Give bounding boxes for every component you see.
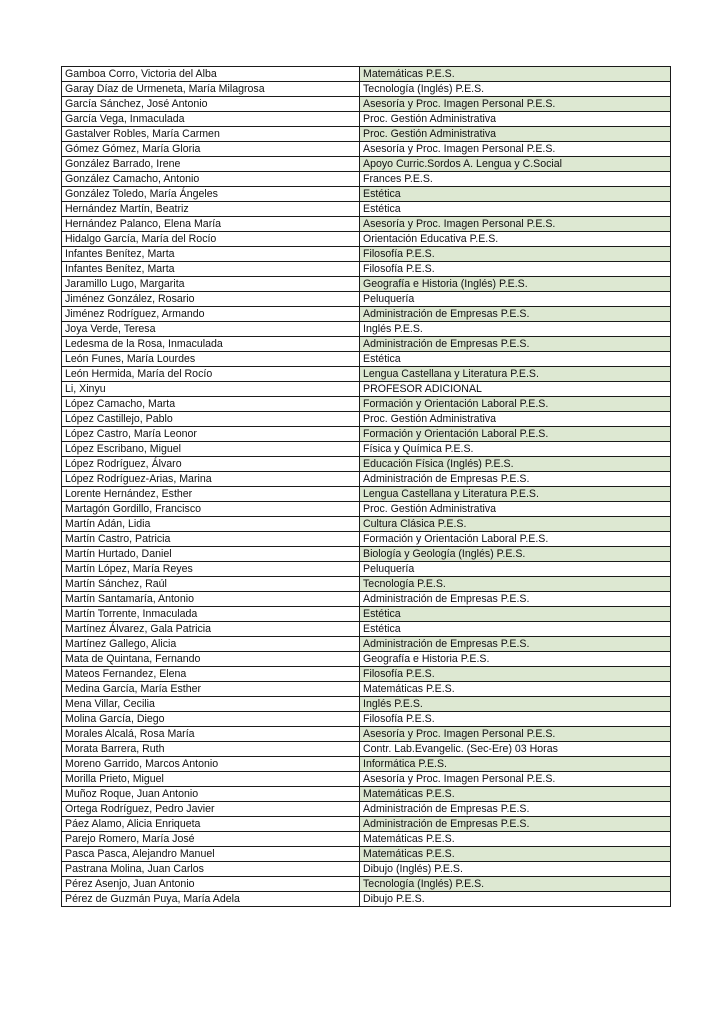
teacher-name-cell: Medina García, María Esther [62,682,360,697]
staff-table-body [62,67,671,907]
teacher-name-cell: Gamboa Corro, Victoria del Alba [62,67,360,82]
subject-cell: PROFESOR ADICIONAL [360,382,671,397]
teacher-name-cell: López Rodríguez-Arias, Marina [62,472,360,487]
teacher-name-cell: Morata Barrera, Ruth [62,742,360,757]
table-row [62,157,671,172]
teacher-name-cell: Jiménez Rodríguez, Armando [62,307,360,322]
table-row [62,442,671,457]
subject-cell: Inglés P.E.S. [360,322,671,337]
table-row [62,772,671,787]
teacher-name-cell: Li, Xinyu [62,382,360,397]
subject-cell: Peluquería [360,562,671,577]
subject-cell: Matemáticas P.E.S. [360,787,671,802]
teacher-name-cell: Mena Villar, Cecilia [62,697,360,712]
table-row [62,742,671,757]
subject-cell: Asesoría y Proc. Imagen Personal P.E.S. [360,772,671,787]
teacher-name-cell: Pastrana Molina, Juan Carlos [62,862,360,877]
teacher-name-cell: Gómez Gómez, María Gloria [62,142,360,157]
table-row [62,532,671,547]
table-row [62,142,671,157]
subject-cell: Formación y Orientación Laboral P.E.S. [360,532,671,547]
table-row [62,862,671,877]
subject-cell: Administración de Empresas P.E.S. [360,802,671,817]
subject-cell: Geografía e Historia P.E.S. [360,652,671,667]
table-row [62,472,671,487]
table-row [62,817,671,832]
subject-cell: Frances P.E.S. [360,172,671,187]
subject-cell: Contr. Lab.Evangelic. (Sec-Ere) 03 Horas [360,742,671,757]
teacher-name-cell: Joya Verde, Teresa [62,322,360,337]
subject-cell: Tecnología P.E.S. [360,577,671,592]
teacher-name-cell: González Barrado, Irene [62,157,360,172]
subject-cell: Peluquería [360,292,671,307]
teacher-name-cell: López Rodríguez, Álvaro [62,457,360,472]
teacher-name-cell: Martín Castro, Patricia [62,532,360,547]
subject-cell: Asesoría y Proc. Imagen Personal P.E.S. [360,217,671,232]
table-row [62,607,671,622]
table-row [62,757,671,772]
teacher-name-cell: Páez Alamo, Alicia Enriqueta [62,817,360,832]
table-row [62,592,671,607]
table-row [62,427,671,442]
table-row [62,397,671,412]
table-row [62,307,671,322]
table-row [62,697,671,712]
teacher-name-cell: García Sánchez, José Antonio [62,97,360,112]
subject-cell: Biología y Geología (Inglés) P.E.S. [360,547,671,562]
table-row [62,847,671,862]
subject-cell: Lengua Castellana y Literatura P.E.S. [360,367,671,382]
teacher-name-cell: Ortega Rodríguez, Pedro Javier [62,802,360,817]
subject-cell: Informática P.E.S. [360,757,671,772]
table-row [62,322,671,337]
teacher-name-cell: González Camacho, Antonio [62,172,360,187]
subject-cell: Estética [360,202,671,217]
subject-cell: Inglés P.E.S. [360,697,671,712]
subject-cell: Matemáticas P.E.S. [360,847,671,862]
table-row [62,652,671,667]
teacher-name-cell: Jaramillo Lugo, Margarita [62,277,360,292]
subject-cell: Educación Física (Inglés) P.E.S. [360,457,671,472]
teacher-name-cell: López Castro, María Leonor [62,427,360,442]
table-row [62,877,671,892]
table-row [62,412,671,427]
subject-cell: Proc. Gestión Administrativa [360,502,671,517]
table-row [62,802,671,817]
table-row [62,457,671,472]
teacher-name-cell: Morales Alcalá, Rosa María [62,727,360,742]
teacher-name-cell: Martín López, María Reyes [62,562,360,577]
subject-cell: Matemáticas P.E.S. [360,682,671,697]
subject-cell: Administración de Empresas P.E.S. [360,592,671,607]
subject-cell: Proc. Gestión Administrativa [360,112,671,127]
teacher-name-cell: Hidalgo García, María del Rocío [62,232,360,247]
teacher-name-cell: Molina García, Diego [62,712,360,727]
table-row [62,712,671,727]
teacher-name-cell: Martín Sánchez, Raúl [62,577,360,592]
subject-cell: Lengua Castellana y Literatura P.E.S. [360,487,671,502]
table-row [62,232,671,247]
teacher-name-cell: García Vega, Inmaculada [62,112,360,127]
teacher-name-cell: López Camacho, Marta [62,397,360,412]
subject-cell: Estética [360,187,671,202]
table-row [62,577,671,592]
teacher-name-cell: Martagón Gordillo, Francisco [62,502,360,517]
subject-cell: Geografía e Historia (Inglés) P.E.S. [360,277,671,292]
table-row [62,667,671,682]
table-row [62,352,671,367]
subject-cell: Administración de Empresas P.E.S. [360,817,671,832]
subject-cell: Formación y Orientación Laboral P.E.S. [360,427,671,442]
teacher-name-cell: Garay Díaz de Urmeneta, María Milagrosa [62,82,360,97]
subject-cell: Filosofía P.E.S. [360,262,671,277]
table-row [62,202,671,217]
table-row [62,487,671,502]
subject-cell: Física y Química P.E.S. [360,442,671,457]
table-row [62,217,671,232]
table-row [62,277,671,292]
subject-cell: Filosofía P.E.S. [360,712,671,727]
table-row [62,727,671,742]
subject-cell: Formación y Orientación Laboral P.E.S. [360,397,671,412]
table-row [62,337,671,352]
teacher-name-cell: Ledesma de la Rosa, Inmaculada [62,337,360,352]
teacher-name-cell: Martín Adán, Lidia [62,517,360,532]
subject-cell: Cultura Clásica P.E.S. [360,517,671,532]
table-row [62,112,671,127]
subject-cell: Estética [360,622,671,637]
subject-cell: Asesoría y Proc. Imagen Personal P.E.S. [360,142,671,157]
teacher-name-cell: López Escribano, Miguel [62,442,360,457]
teacher-name-cell: Mateos Fernandez, Elena [62,667,360,682]
teacher-name-cell: Martín Hurtado, Daniel [62,547,360,562]
subject-cell: Asesoría y Proc. Imagen Personal P.E.S. [360,97,671,112]
teacher-name-cell: Jiménez González, Rosario [62,292,360,307]
table-row [62,517,671,532]
teacher-name-cell: Mata de Quintana, Fernando [62,652,360,667]
teacher-name-cell: Martín Santamaría, Antonio [62,592,360,607]
teacher-name-cell: Lorente Hernández, Esther [62,487,360,502]
table-row [62,97,671,112]
table-row [62,502,671,517]
teacher-name-cell: Pérez Asenjo, Juan Antonio [62,877,360,892]
teacher-name-cell: González Toledo, María Ángeles [62,187,360,202]
subject-cell: Orientación Educativa P.E.S. [360,232,671,247]
table-row [62,382,671,397]
subject-cell: Administración de Empresas P.E.S. [360,337,671,352]
subject-cell: Filosofía P.E.S. [360,667,671,682]
subject-cell: Proc. Gestión Administrativa [360,412,671,427]
subject-cell: Tecnología (Inglés) P.E.S. [360,877,671,892]
subject-cell: Estética [360,607,671,622]
subject-cell: Asesoría y Proc. Imagen Personal P.E.S. [360,727,671,742]
teacher-name-cell: Hernández Palanco, Elena María [62,217,360,232]
table-row [62,292,671,307]
table-row [62,562,671,577]
table-row [62,127,671,142]
teacher-name-cell: Infantes Benítez, Marta [62,247,360,262]
teacher-name-cell: Martín Torrente, Inmaculada [62,607,360,622]
table-row [62,622,671,637]
subject-cell: Administración de Empresas P.E.S. [360,307,671,322]
teacher-name-cell: Morilla Prieto, Miguel [62,772,360,787]
table-row [62,367,671,382]
subject-cell: Administración de Empresas P.E.S. [360,637,671,652]
teacher-name-cell: Parejo Romero, María José [62,832,360,847]
table-row [62,262,671,277]
teacher-name-cell: Martínez Gallego, Alicia [62,637,360,652]
subject-cell: Matemáticas P.E.S. [360,832,671,847]
teacher-name-cell: Pérez de Guzmán Puya, María Adela [62,892,360,907]
subject-cell: Dibujo (Inglés) P.E.S. [360,862,671,877]
table-row [62,247,671,262]
teacher-name-cell: Hernández Martín, Beatriz [62,202,360,217]
subject-cell: Estética [360,352,671,367]
teacher-name-cell: Pasca Pasca, Alejandro Manuel [62,847,360,862]
table-row [62,172,671,187]
table-row [62,547,671,562]
table-row [62,67,671,82]
subject-cell: Dibujo P.E.S. [360,892,671,907]
teacher-name-cell: Muñoz Roque, Juan Antonio [62,787,360,802]
subject-cell: Matemáticas P.E.S. [360,67,671,82]
staff-table [61,66,671,907]
subject-cell: Proc. Gestión Administrativa [360,127,671,142]
table-row [62,637,671,652]
table-row [62,832,671,847]
subject-cell: Administración de Empresas P.E.S. [360,472,671,487]
teacher-name-cell: Moreno Garrido, Marcos Antonio [62,757,360,772]
teacher-name-cell: León Hermida, María del Rocío [62,367,360,382]
subject-cell: Apoyo Curric.Sordos A. Lengua y C.Social [360,157,671,172]
table-row [62,787,671,802]
teacher-name-cell: López Castillejo, Pablo [62,412,360,427]
table-row [62,187,671,202]
teacher-name-cell: Martínez Álvarez, Gala Patricia [62,622,360,637]
table-row [62,892,671,907]
table-row [62,682,671,697]
teacher-name-cell: León Funes, María Lourdes [62,352,360,367]
teacher-name-cell: Infantes Benítez, Marta [62,262,360,277]
subject-cell: Filosofía P.E.S. [360,247,671,262]
subject-cell: Tecnología (Inglés) P.E.S. [360,82,671,97]
table-row [62,82,671,97]
teacher-name-cell: Gastalver Robles, María Carmen [62,127,360,142]
